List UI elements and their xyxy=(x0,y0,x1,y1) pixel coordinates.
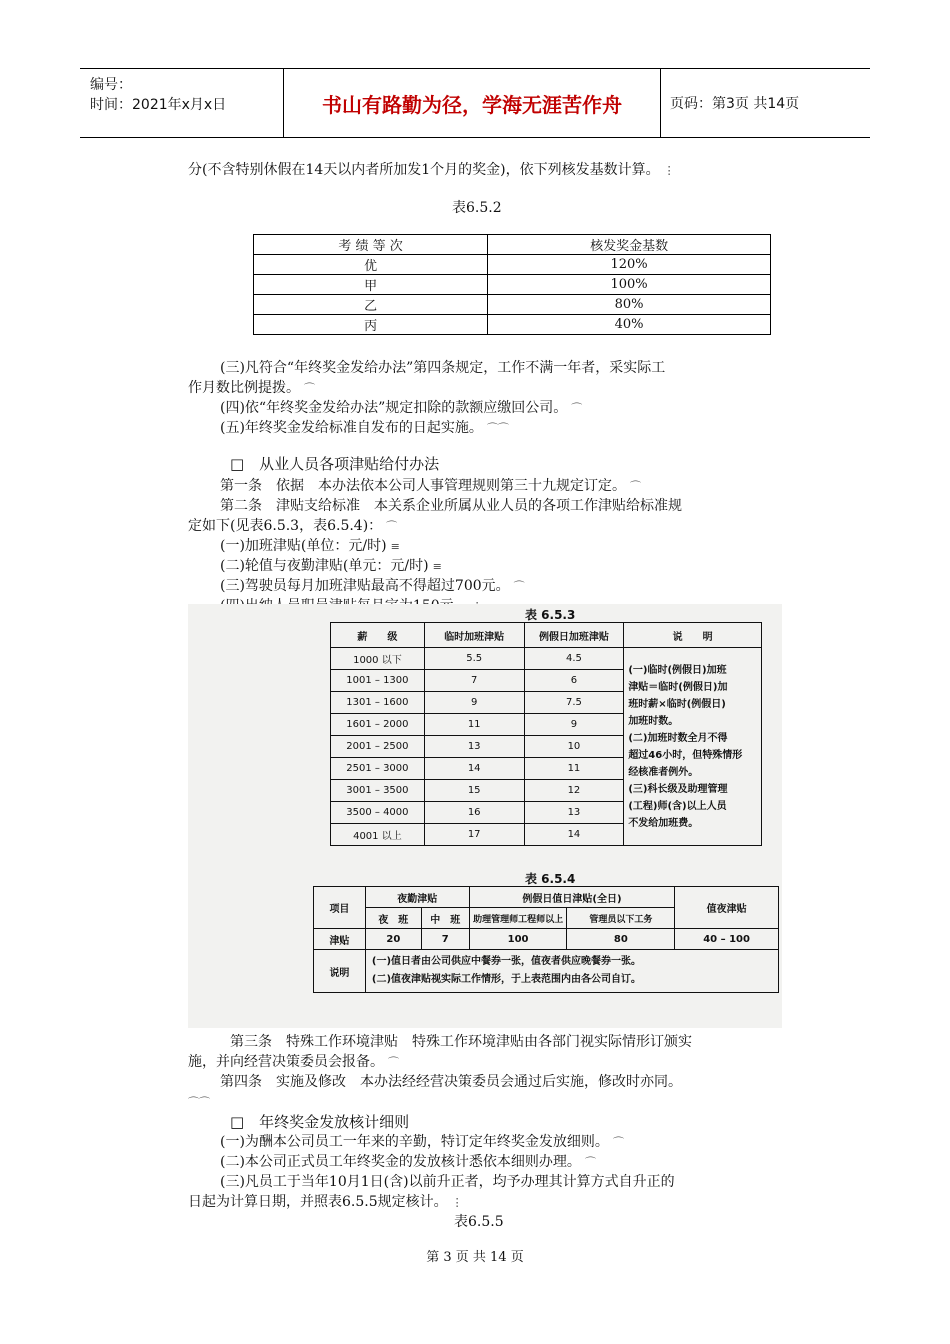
section-line: 定如下(见表6.5.3，表6.5.4)： ⌒ xyxy=(188,518,398,534)
page-footer: 第 3 页 共 14 页 xyxy=(426,1250,524,1265)
table-row: 优 120% xyxy=(254,255,771,275)
table-row: 1301 – 1600 9 7.5 xyxy=(331,692,762,714)
table-header: 考 绩 等 次 xyxy=(254,235,488,255)
table-653-caption: 表 6.5.3 xyxy=(525,608,576,622)
intro-line: 分(不含特别休假在14天以内者所加发1个月的奖金)，依下列核发基数计算。 ⋮ xyxy=(188,162,675,178)
clause-line: 施，并向经营决策委员会报备。 ⌒ xyxy=(188,1054,399,1070)
holiday-duty-header: 例假日值日津贴(全日) xyxy=(469,887,675,908)
table-row: 1601 – 2000 11 9 xyxy=(331,714,762,736)
assistant-header: 助理管理师工程师以上 xyxy=(469,908,567,929)
table-row: 说明 (一)值日者由公司供应中餐券一张，值夜者供应晚餐券一张。 (二)值夜津贴视实际工作情形，于上表范围内由各公司自订。 xyxy=(314,950,779,993)
table-row: 津贴 20 7 100 80 40 – 100 xyxy=(314,929,779,950)
table-655-caption: 表6.5.5 xyxy=(454,1214,504,1230)
header-meta xyxy=(90,75,226,115)
table-653 xyxy=(330,622,762,846)
section-line: (二)轮值与夜勤津贴(单元：元/时) ≡ xyxy=(220,558,442,574)
section-line: 第二条 津贴支给标准 本关系企业所属从业人员的各项工作津贴给标准规 xyxy=(220,498,682,514)
table-654 xyxy=(313,886,779,993)
table-header: 薪 级 xyxy=(331,623,425,648)
table-row: 4001 以上 17 14 xyxy=(331,824,762,846)
section-line: (二)本公司正式员工年终奖金的发放核计悉依本细则办理。 ⌒ xyxy=(220,1154,596,1170)
number-label: 编号： xyxy=(90,77,132,93)
table-row: 2001 – 2500 13 10 xyxy=(331,736,762,758)
clause-line: (四)依“年终奖金发给办法”规定扣除的款额应缴回公司。 ⌒ xyxy=(220,400,583,416)
table-row: 3500 – 4000 16 13 xyxy=(331,802,762,824)
section-line: (一)为酬本公司员工一年来的辛勤，特订定年终奖金发放细则。 ⌒ xyxy=(220,1134,624,1150)
clause-line: (五)年终奖金发给标准自发布的日起实施。 ⌒⌒ xyxy=(220,420,509,436)
clause-line: (三)凡符合“年终奖金发给办法”第四条规定，工作不满一年者，采实际工 xyxy=(220,360,666,376)
table-header: 例假日加班津贴 xyxy=(524,623,624,648)
table-row: 甲 100% xyxy=(254,275,771,295)
clause-line: 作月数比例提拨。 ⌒ xyxy=(188,380,315,396)
section-line: (一)加班津贴(单位：元/时) ≡ xyxy=(220,538,400,554)
mark: ⌒⌒ xyxy=(188,1096,210,1109)
table-header: 核发奖金基数 xyxy=(488,235,771,255)
night-shift-header: 夜 班 xyxy=(365,908,421,929)
table-row: 1000 以下 5.5 4.5 (一)临时(例假日)加班 津贴＝临时(例假日)加 班时薪×临时(例假日) 加班时数。 (二)加班时数全月不得 超过46小时，但特殊情形 经核准者例外。 (三)科长级及助理管理 (工程)师(含)以上人员 不发给加班费。 xyxy=(331,648,762,670)
section-title: □ 从业人员各项津贴给付办法 xyxy=(230,455,440,473)
clause-line: 第四条 实施及修改 本办法经经营决策委员会通过后实施，修改时亦同。 xyxy=(220,1074,682,1090)
section-title: □ 年终奖金发放核计细则 xyxy=(230,1113,410,1131)
table-row: 乙 80% xyxy=(254,295,771,315)
section-line: 日起为计算日期，并照表6.5.5规定核计。 ⋮ xyxy=(188,1194,463,1210)
date-label: 时间：2021年x月x日 xyxy=(90,97,227,113)
night-watch-header: 值夜津贴 xyxy=(675,887,779,929)
night-duty-header: 夜勤津贴 xyxy=(365,887,469,908)
table-653-note: (一)临时(例假日)加班 津贴＝临时(例假日)加 班时薪×临时(例假日) 加班时数。 (二)加班时数全月不得 超过46小时，但特殊情形 经核准者例外。 (三)科长级及助理管理 (工程)师(含)以上人员 不发给加班费。 xyxy=(624,648,762,846)
table-row: 1001 – 1300 7 6 xyxy=(331,670,762,692)
table-row: 2501 – 3000 14 11 xyxy=(331,758,762,780)
mid-shift-header: 中 班 xyxy=(421,908,469,929)
page-label: 页码：第3页 共14页 xyxy=(670,96,800,112)
table-652 xyxy=(253,234,771,335)
item-label: 项目 xyxy=(314,887,366,929)
motto: 书山有路勤为径，学海无涯苦作舟 xyxy=(322,93,622,117)
table-652-caption: 表6.5.2 xyxy=(452,200,502,216)
manager-header: 管理员以下工务 xyxy=(567,908,675,929)
section-line: (三)驾驶员每月加班津贴最高不得超过700元。 ⌒ xyxy=(220,578,525,594)
table-654-notes: (一)值日者由公司供应中餐券一张，值夜者供应晚餐券一张。 (二)值夜津贴视实际工作情形，于上表范围内由各公司自订。 xyxy=(365,950,778,993)
section-line: 第一条 依据 本办法依本公司人事管理规则第三十九规定订定。 ⌒ xyxy=(220,478,641,494)
table-row: 丙 40% xyxy=(254,315,771,335)
table-row: 3001 – 3500 15 12 xyxy=(331,780,762,802)
clause-line: 第三条 特殊工作环境津贴 特殊工作环境津贴由各部门视实际情形订颁实 xyxy=(230,1034,692,1050)
table-header: 临时加班津贴 xyxy=(424,623,524,648)
table-header: 说 明 xyxy=(624,623,762,648)
table-654-caption: 表 6.5.4 xyxy=(525,872,576,886)
page-header xyxy=(80,68,870,138)
section-line: (三)凡员工于当年10月1日(含)以前升正者，均予办理其计算方式自升正的 xyxy=(220,1174,675,1190)
